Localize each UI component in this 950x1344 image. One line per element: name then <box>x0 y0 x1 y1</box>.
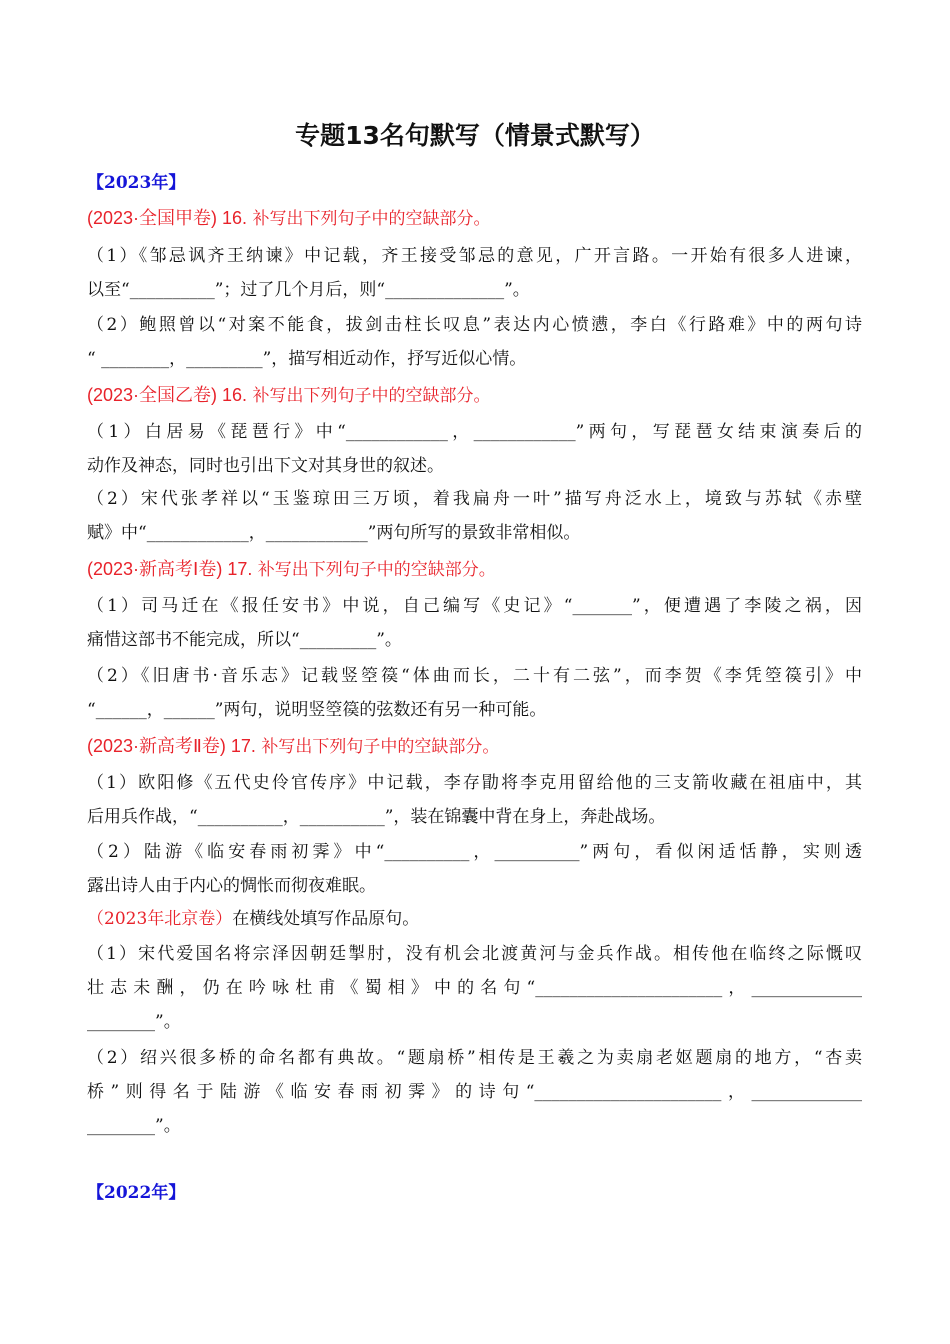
page-title: 专题13名句默写（情景式默写） <box>295 121 655 150</box>
question-prompt: 补写出下列句子中的空缺部分。 <box>257 560 496 580</box>
question-header <box>87 206 862 231</box>
question-line: 后用兵作战，“__________，__________”，装在锦囊中背在身上，奔赴战场。 <box>87 807 666 827</box>
question-line: “ ________，_________”，描写相近动作，抒写近似心情。 <box>87 349 527 369</box>
question-line: （2）陆游《临安春雨初霁》中“__________，__________”两句，看似闲适恬静，实则透 <box>87 842 862 862</box>
question-header <box>87 557 862 582</box>
question-prompt: 在横线处填写作品原句。 <box>232 909 420 929</box>
question-source: (2023·新高考Ⅰ卷) 17. <box>87 559 253 579</box>
question-source: (2023·新高考Ⅱ卷) 17. <box>87 736 256 756</box>
question-line: （1）白居易《琵琶行》中“____________，____________”两句，写琵琶女结束演奏后的 <box>87 422 862 442</box>
question-header <box>87 383 862 408</box>
question-line: “______，______”两句，说明竖箜篌的弦数还有另一种可能。 <box>87 700 547 720</box>
question-line: （2）《旧唐书·音乐志》记载竖箜篌“体曲而长，二十有二弦”，而李贺《李凭箜篌引》中 <box>87 666 862 686</box>
question-line: 桥”则得名于陆游《临安春雨初霁》的诗句“______________________，_____________ <box>87 1082 862 1102</box>
question-line: ________”。 <box>87 1116 181 1136</box>
section-heading-2023: 【2023年】 <box>87 173 186 193</box>
question-line: 痛惜这部书不能完成，所以“_________”。 <box>87 630 402 650</box>
question-line: 露出诗人由于内心的惆怅而彻夜难眠。 <box>87 876 376 896</box>
section-heading-2022: 【2022年】 <box>87 1183 186 1203</box>
question-line: （1）宋代爱国名将宗泽因朝廷掣肘，没有机会北渡黄河与金兵作战。相传他在临终之际慨叹 <box>87 944 862 964</box>
question-line: 以至“__________”；过了几个月后，则“______________”。 <box>87 280 530 300</box>
question-source: （2023年北京卷） <box>87 909 233 929</box>
question-line: （2）宋代张孝祥以“玉鉴琼田三万顷，着我扁舟一叶”描写舟泛水上，境致与苏轼《赤壁 <box>87 489 862 509</box>
question-line: 赋》中“____________，____________”两句所写的景致非常相似。 <box>87 523 581 543</box>
question-line: 动作及神态，同时也引出下文对其身世的叙述。 <box>87 456 444 476</box>
question-prompt: 补写出下列句子中的空缺部分。 <box>261 737 500 757</box>
question-line: ________”。 <box>87 1012 181 1032</box>
question-line: （1）《邹忌讽齐王纳谏》中记载，齐王接受邹忌的意见，广开言路。一开始有很多人进谏， <box>87 246 862 266</box>
question-line: （1）欧阳修《五代史伶官传序》中记载，李存勖将李克用留给他的三支箭收藏在祖庙中，其 <box>87 773 862 793</box>
question-header <box>87 734 862 759</box>
question-header <box>87 907 862 931</box>
question-line: （2）鲍照曾以“对案不能食，拔剑击柱长叹息”表达内心愤懑，李白《行路难》中的两句诗 <box>87 315 862 335</box>
question-prompt: 补写出下列句子中的空缺部分。 <box>252 209 491 229</box>
question-line: （2）绍兴很多桥的命名都有典故。“题扇桥”相传是王羲之为卖扇老妪题扇的地方，“杏卖 <box>87 1048 862 1068</box>
question-line: 壮志未酬，仍在吟咏杜甫《蜀相》中的名句“______________________，_____________ <box>87 978 862 998</box>
question-prompt: 补写出下列句子中的空缺部分。 <box>252 386 491 406</box>
question-line: （1）司马迁在《报任安书》中说，自己编写《史记》“_______”，便遭遇了李陵之祸，因 <box>87 596 862 616</box>
question-source: (2023·全国乙卷) 16. <box>87 385 248 405</box>
question-source: (2023·全国甲卷) 16. <box>87 208 248 228</box>
